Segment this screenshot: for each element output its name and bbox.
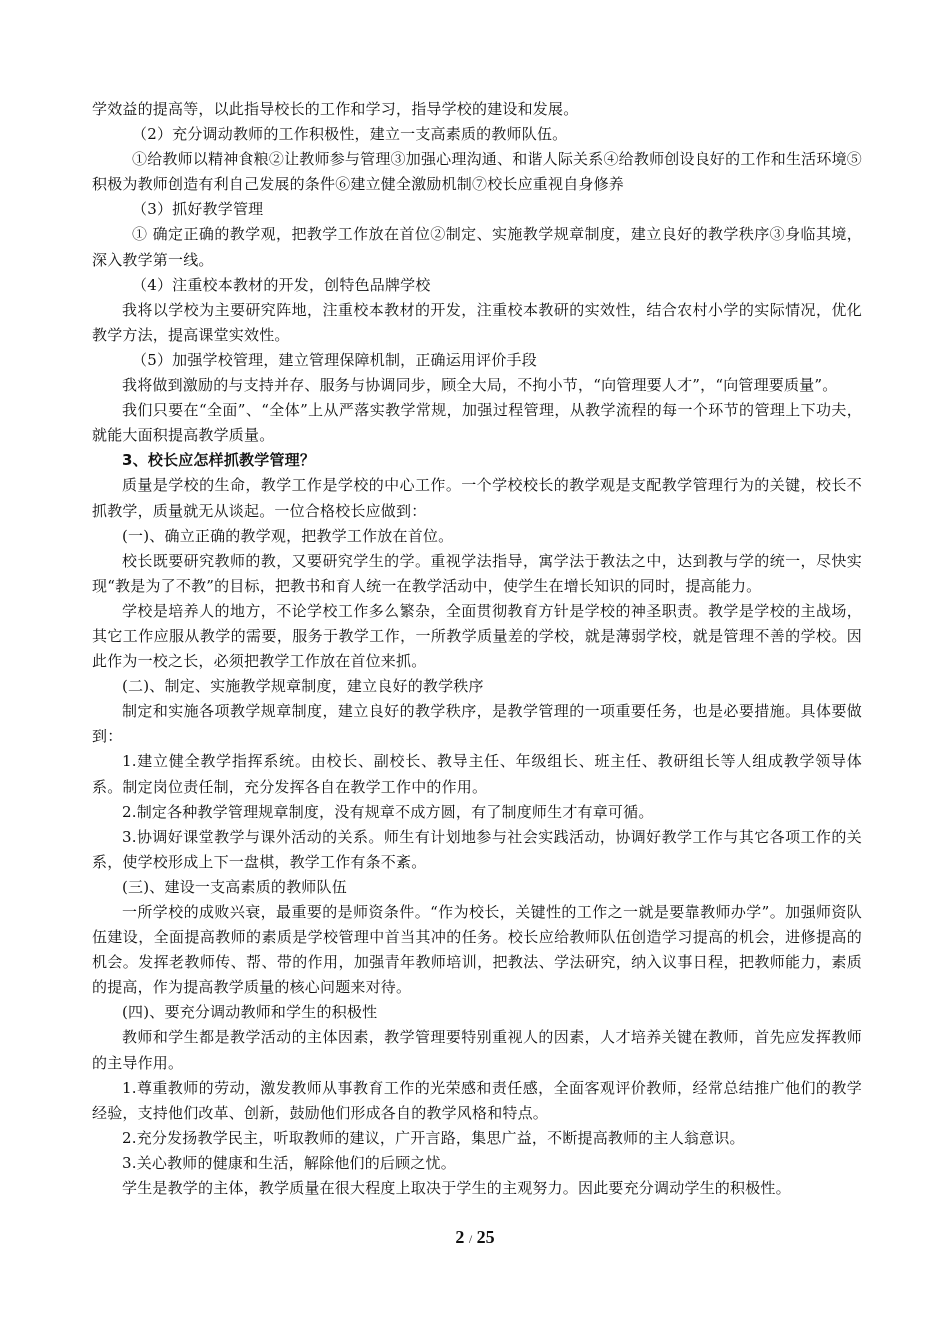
paragraph: 1.尊重教师的劳动，激发教师从事教育工作的光荣感和责任感，全面客观评价教师，经常总结推广他们的教学经验，支持他们改革、创新，鼓励他们形成各自的教学风格和特点。 — [92, 1078, 862, 1122]
paragraph: 一所学校的成败兴衰，最重要的是师资条件。“作为校长，关键性的工作之一就是要靠教师办学”。加强师资队伍建设，全面提高教师的素质是学校管理中首当其冲的任务。校长应给教师队伍创造学习提高的机会，进修提高的机会。发挥老教师传、帮、带的作用，加强青年教师培训，把教法、学法研究，纳入议事日程，把教师能力，素质的提高，作为提高教学质量的核心问题来对待。 — [92, 903, 862, 997]
paragraph: 3.关心教师的健康和生活，解除他们的后顾之忧。 — [122, 1153, 456, 1172]
paragraph: ① 确定正确的教学观，把教学工作放在首位②制定、实施教学规章制度，建立良好的教学秩序③身临其境，深入教学第一线。 — [92, 225, 862, 269]
paragraph: 我将做到激励的与支持并存、服务与协调同步，顾全大局，不拘小节，“向管理要人才”，“向管理要质量”。 — [122, 376, 838, 395]
paragraph: (一)、确立正确的教学观，把教学工作放在首位。 — [122, 526, 454, 545]
paragraph: 1.建立健全教学指挥系统。由校长、副校长、教导主任、年级组长、班主任、教研组长等人组成教学领导体系。制定岗位责任制，充分发挥各自在教学工作中的作用。 — [92, 752, 862, 796]
paragraph: 学校是培养人的地方，不论学校工作多么繁杂，全面贯彻教育方针是学校的神圣职责。教学是学校的主战场，其它工作应服从教学的需要，服务于教学工作，一所教学质量差的学校，就是薄弱学校，就是管理不善的学校。因此作为一校之长，必须把教学工作放在首位来抓。 — [92, 601, 862, 671]
paragraph: (二)、制定、实施教学规章制度，建立良好的教学秩序 — [122, 677, 484, 696]
paragraph: 3.协调好课堂教学与课外活动的关系。师生有计划地参与社会实践活动，协调好教学工作与其它各项工作的关系，使学校形成上下一盘棋，教学工作有条不紊。 — [92, 827, 862, 871]
paragraph: (四)、要充分调动教师和学生的积极性 — [122, 1003, 378, 1022]
paragraph: （4）注重校本教材的开发，创特色品牌学校 — [132, 275, 431, 294]
section-heading: 3、校长应怎样抓教学管理？ — [122, 451, 316, 470]
paragraph: 制定和实施各项教学规章制度，建立良好的教学秩序，是教学管理的一项重要任务，也是必要措施。具体要做到： — [92, 702, 862, 746]
page-total: 25 — [476, 1227, 495, 1247]
paragraph: 2.制定各种教学管理规章制度，没有规章不成方圆，有了制度师生才有章可循。 — [122, 802, 654, 821]
paragraph: ①给教师以精神食粮②让教师参与管理③加强心理沟通、和谐人际关系④给教师创设良好的工作和生活环境⑤积极为教师创造有利自己发展的条件⑥建立健全激励机制⑦校长应重视自身修养 — [92, 150, 862, 194]
paragraph: （2）充分调动教师的工作积极性，建立一支高素质的教师队伍。 — [132, 125, 568, 144]
paragraph: 我们只要在“全面”、“全体”上从严落实教学常规，加强过程管理，从教学流程的每一个环节的管理上下功夫，就能大面积提高教学质量。 — [92, 401, 862, 445]
paragraph: 质量是学校的生命，教学工作是学校的中心工作。一个学校校长的教学观是支配教学管理行为的关键，校长不抓教学，质量就无从谈起。一位合格校长应做到： — [92, 476, 862, 520]
document-body — [92, 97, 862, 1201]
page-current: 2 — [455, 1227, 465, 1247]
paragraph: 我将以学校为主要研究阵地，注重校本教材的开发，注重校本教研的实效性，结合农村小学的实际情况，优化教学方法，提高课堂实效性。 — [92, 300, 862, 344]
paragraph: 2.充分发扬教学民主，听取教师的建议，广开言路，集思广益，不断提高教师的主人翁意识。 — [122, 1128, 745, 1147]
paragraph: 校长既要研究教师的教，又要研究学生的学。重视学法指导，寓学法于教法之中，达到教与学的统一，尽快实现“教是为了不教”的目标，把教书和育人统一在教学活动中，使学生在增长知识的同时，提高能力。 — [92, 551, 862, 595]
paragraph: (三)、建设一支高素质的教师队伍 — [122, 877, 347, 896]
paragraph: （5）加强学校管理，建立管理保障机制，正确运用评价手段 — [132, 350, 537, 369]
paragraph: 教师和学生都是教学活动的主体因素，教学管理要特别重视人的因素，人才培养关键在教师，首先应发挥教师的主导作用。 — [92, 1028, 862, 1072]
paragraph: 学效益的提高等，以此指导校长的工作和学习，指导学校的建设和发展。 — [92, 100, 579, 118]
page-number — [0, 1227, 950, 1248]
paragraph: 学生是教学的主体，教学质量在很大程度上取决于学生的主观努力。因此要充分调动学生的积极性。 — [122, 1179, 791, 1198]
page-separator: / — [468, 1232, 473, 1246]
paragraph: （3）抓好教学管理 — [132, 200, 264, 219]
